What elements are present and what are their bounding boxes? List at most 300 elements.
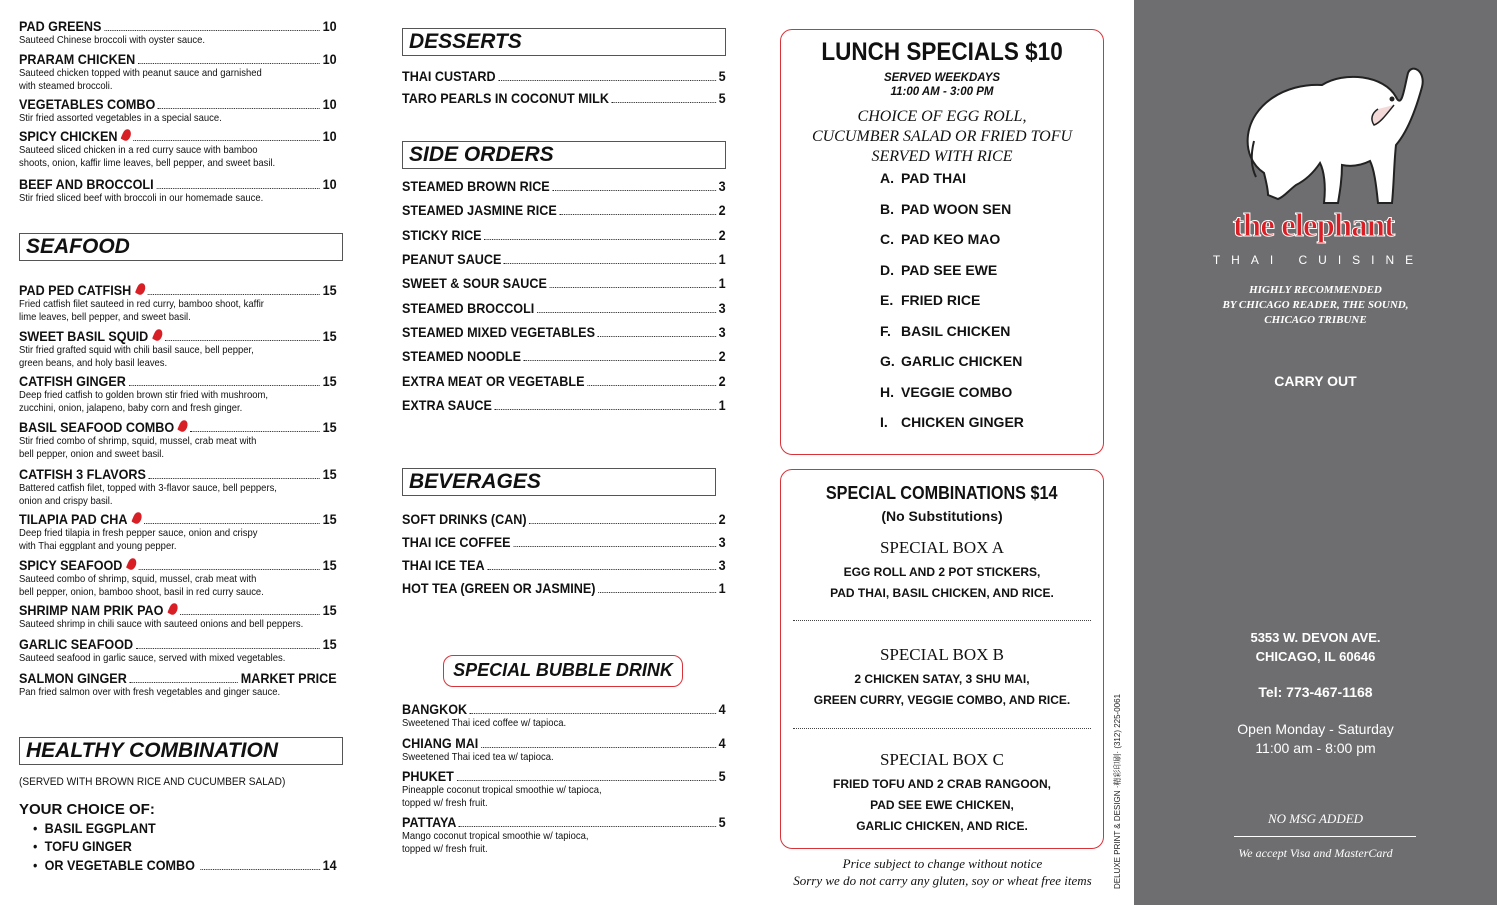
item-price: 15 [322, 511, 337, 527]
item-name: PHUKET [402, 768, 454, 784]
menu-item-row [402, 768, 726, 784]
dot-leader [129, 385, 320, 386]
recommended-line: HIGHLY RECOMMENDED [1249, 284, 1382, 296]
healthy-note: (SERVED WITH BROWN RICE AND CUCUMBER SALAD) [19, 776, 286, 788]
item-description: shoots, onion, kaffir lime leaves, bell pepper, and sweet basil. [19, 157, 276, 169]
item-name: BASIL SEAFOOD COMBO [19, 419, 175, 435]
special-box-title: SPECIAL BOX A [879, 538, 1005, 557]
item-description: lime leaves, bell pepper, and sweet basil. [19, 311, 191, 323]
bubble-heading: SPECIAL BUBBLE DRINK [443, 655, 683, 687]
item-price: 10 [322, 51, 337, 67]
item-description: with steamed broccoli. [19, 80, 113, 92]
menu-item-row [402, 735, 726, 751]
dot-leader [612, 102, 716, 103]
item-price: 15 [322, 602, 337, 618]
item-description: Sauteed chicken topped with peanut sauce and garnished [19, 67, 262, 79]
lunch-letter: D. [880, 261, 894, 278]
menu-item-row [19, 511, 337, 527]
item-price: 10 [322, 176, 337, 192]
dot-leader [180, 614, 320, 615]
dot-leader [529, 523, 716, 524]
item-name: STEAMED BROCCOLI [402, 300, 535, 316]
item-price: 15 [322, 373, 337, 389]
dot-leader [481, 747, 716, 748]
item-price: 1 [718, 251, 726, 267]
item-description: Sauteed seafood in garlic sauce, served with mixed vegetables. [19, 652, 286, 664]
menu-item-row [402, 534, 726, 550]
seafood-heading: SEAFOOD [19, 233, 343, 261]
menu-item-row [19, 176, 337, 192]
elephant-logo-icon [1244, 65, 1429, 215]
menu-item [402, 300, 726, 316]
item-name: STEAMED BROWN RICE [402, 178, 550, 194]
lunch-item [880, 262, 997, 278]
dot-leader [144, 523, 320, 524]
chili-pepper-icon [178, 419, 190, 434]
lunch-letter: A. [880, 170, 894, 186]
menu-item-row [402, 178, 726, 194]
choice-item [33, 820, 337, 836]
chili-pepper-icon [135, 282, 147, 297]
menu-item-row [19, 557, 337, 573]
item-price: 2 [718, 227, 726, 243]
telephone: Tel: 773-467-1168 [1258, 684, 1373, 700]
menu-item [19, 373, 337, 415]
menu-item [402, 701, 726, 730]
menu-item-row [402, 202, 726, 218]
lunch-hours: 11:00 AM - 3:00 PM [890, 86, 994, 98]
bullet: • [33, 820, 38, 836]
lunch-item [880, 384, 1012, 400]
payment-text: We accept Visa and MasterCard [1238, 846, 1393, 860]
dot-leader [552, 190, 716, 191]
item-description: Sauteed combo of shrimp, squid, mussel, crab meat with [19, 573, 257, 585]
menu-item [402, 227, 726, 243]
menu-item [402, 534, 726, 550]
lunch-letter: F. [880, 322, 891, 339]
item-price: 1 [718, 275, 726, 291]
menu-item-row [19, 419, 337, 435]
dot-leader [524, 360, 716, 361]
item-description: Sweetened Thai iced tea w/ tapioca. [402, 751, 554, 763]
item-description: Stir fried sliced beef with broccoli in our homemade sauce. [19, 192, 264, 204]
lunch-letter: E. [880, 292, 894, 308]
item-description: with Thai eggplant and young pepper. [19, 540, 177, 552]
dot-leader [598, 336, 716, 337]
item-description: green beans, and holy basil leaves. [19, 357, 168, 369]
item-description: Mango coconut tropical smoothie w/ tapioca, [402, 830, 589, 842]
item-name: CHIANG MAI [402, 735, 479, 751]
dot-leader [550, 287, 716, 288]
special-box-line: EGG ROLL AND 2 POT STICKERS, [843, 565, 1041, 579]
logo-text: the elephant [1232, 208, 1395, 244]
lunch-choice-line: CUCUMBER SALAD OR FRIED TOFU [811, 128, 1073, 145]
dot-leader [136, 648, 320, 649]
menu-item-row [402, 90, 726, 106]
chili-pepper-icon [167, 602, 179, 617]
item-name: HOT TEA (GREEN OR JASMINE) [402, 580, 596, 596]
dot-leader [190, 431, 320, 432]
dot-leader [537, 312, 716, 313]
item-price: 15 [322, 466, 337, 482]
recommended-line: BY CHICAGO READER, THE SOUND, [1222, 299, 1409, 311]
item-price: 1 [718, 580, 726, 596]
menu-item-row [19, 328, 337, 344]
dot-leader [147, 294, 320, 295]
panel-divider [1234, 836, 1416, 837]
menu-item [19, 282, 337, 324]
item-price: MARKET PRICE [240, 670, 337, 686]
menu-item-row [402, 814, 726, 830]
choice-label: YOUR CHOICE OF: [19, 801, 155, 818]
cuisine-text: THAI CUISINE [1212, 253, 1425, 267]
item-description: onion and crispy basil. [19, 495, 113, 507]
choice-item [33, 857, 337, 873]
item-price: 3 [718, 557, 726, 573]
item-name: CATFISH GINGER [19, 373, 126, 389]
lunch-choice-line: SERVED WITH RICE [871, 148, 1013, 165]
special-box-line: 2 CHICKEN SATAY, 3 SHU MAI, [854, 672, 1030, 686]
item-price: 2 [718, 202, 726, 218]
item-price: 3 [718, 178, 726, 194]
lunch-letter: C. [880, 231, 894, 247]
item-name: BANGKOK [402, 701, 468, 717]
lunch-choice-text [781, 107, 1103, 167]
address-line-1: 5353 W. DEVON AVE. [1250, 630, 1381, 645]
lunch-item [880, 292, 980, 308]
item-name: THAI ICE COFFEE [402, 534, 511, 550]
item-name: VEGETABLES COMBO [19, 96, 156, 112]
combo-title: SPECIAL COMBINATIONS $14 [826, 483, 1058, 503]
item-name: TILAPIA PAD CHA [19, 511, 128, 527]
item-price: 3 [718, 534, 726, 550]
recommended-text [1134, 283, 1497, 328]
item-description: Pineapple coconut tropical smoothie w/ tapioca, [402, 784, 602, 796]
chili-pepper-icon [126, 557, 138, 572]
no-msg-text: NO MSG ADDED [1267, 811, 1364, 826]
item-name: SOFT DRINKS (CAN) [402, 511, 527, 527]
item-description: Sweetened Thai iced coffee w/ tapioca. [402, 717, 567, 729]
item-description: Sauteed sliced chicken in a red curry sauce with bamboo [19, 144, 258, 156]
menu-item [402, 557, 726, 573]
item-price: 10 [322, 18, 337, 34]
menu-item [402, 90, 726, 106]
beverages-heading: BEVERAGES [402, 468, 716, 496]
item-name: STEAMED JASMINE RICE [402, 202, 557, 218]
dot-leader [459, 826, 716, 827]
menu-item [402, 178, 726, 194]
item-price: 15 [322, 328, 337, 344]
item-description: Deep fried catfish to golden brown stir fried with mushroom, [19, 389, 268, 401]
menu-item-row [19, 636, 337, 652]
dot-leader [134, 140, 320, 141]
choice-name: OR VEGETABLE COMBO [44, 857, 195, 873]
item-price: 5 [718, 814, 726, 830]
combo-note: (No Substitutions) [881, 508, 1003, 524]
item-name: SHRIMP NAM PRIK PAO [19, 602, 164, 618]
item-name: STEAMED MIXED VEGETABLES [402, 324, 595, 340]
lunch-item [880, 353, 1022, 369]
item-name: SPICY CHICKEN [19, 128, 118, 144]
item-description: Pan fried salmon over with fresh vegetables and ginger sauce. [19, 686, 281, 698]
menu-item-row [402, 557, 726, 573]
menu-item [402, 348, 726, 364]
dot-leader [149, 478, 320, 479]
choice-name: TOFU GINGER [44, 838, 132, 854]
desserts-heading: DESSERTS [402, 28, 726, 56]
carry-out-text: CARRY OUT [1274, 373, 1357, 389]
menu-item [402, 814, 726, 856]
bullet: • [33, 838, 38, 854]
menu-item [19, 636, 337, 665]
menu-item-row [402, 68, 726, 84]
dot-leader [138, 63, 320, 64]
lunch-name: VEGGIE COMBO [901, 383, 1013, 400]
menu-item-row [19, 602, 337, 618]
dot-leader [495, 409, 716, 410]
dot-leader [504, 263, 716, 264]
menu-item-row [19, 373, 337, 389]
choice-row [33, 857, 337, 873]
lunch-name: PAD WOON SEN [901, 200, 1012, 217]
item-description: Sauteed Chinese broccoli with oyster sauce. [19, 34, 205, 46]
item-description: topped w/ fresh fruit. [402, 843, 488, 855]
choice-item [33, 838, 337, 854]
item-price: 15 [322, 557, 337, 573]
special-box-line: GREEN CURRY, VEGGIE COMBO, AND RICE. [813, 693, 1071, 707]
chili-pepper-icon [131, 511, 143, 526]
dot-leader [139, 569, 320, 570]
lunch-name: PAD SEE EWE [901, 261, 998, 278]
item-price: 4 [718, 701, 726, 717]
chili-pepper-icon [152, 328, 164, 343]
lunch-choice-line: CHOICE OF EGG ROLL, [857, 108, 1027, 125]
item-description: bell pepper, onion, bamboo shoot, basil in red curry sauce. [19, 586, 264, 598]
item-description: Sauteed shrimp in chili sauce with sauteed onions and bell peppers. [19, 618, 304, 630]
special-box-line: GARLIC CHICKEN, AND RICE. [856, 819, 1028, 833]
item-price: 3 [718, 300, 726, 316]
item-description: Stir fried grafted squid with chili basil sauce, bell pepper, [19, 344, 254, 356]
item-description: topped w/ fresh fruit. [402, 797, 488, 809]
dot-leader [470, 713, 716, 714]
item-description: bell pepper, onion and sweet basil. [19, 448, 165, 460]
lunch-letter: H. [880, 383, 894, 400]
item-name: STEAMED NOODLE [402, 348, 522, 364]
lunch-item [880, 201, 1011, 217]
dot-leader [559, 214, 716, 215]
address-line-2: CHICAGO, IL 60646 [1255, 649, 1376, 664]
item-name: SALMON GINGER [19, 670, 127, 686]
box-divider [793, 620, 1091, 621]
menu-item [19, 511, 337, 553]
item-description: Battered catfish filet, topped with 3-flavor sauce, bell peppers, [19, 482, 277, 494]
item-price: 3 [718, 324, 726, 340]
item-name: PEANUT SAUCE [402, 251, 502, 267]
lunch-name: FRIED RICE [901, 292, 981, 308]
item-price: 2 [718, 348, 726, 364]
menu-item-row [402, 227, 726, 243]
recommended-line: CHICAGO TRIBUNE [1264, 314, 1367, 326]
menu-item-row [402, 300, 726, 316]
item-price: 15 [322, 636, 337, 652]
sides-heading: SIDE ORDERS [402, 141, 726, 169]
dot-leader [200, 869, 320, 870]
lunch-letter: G. [880, 353, 895, 369]
menu-item [19, 670, 337, 699]
item-price: 4 [718, 735, 726, 751]
item-price: 5 [718, 90, 726, 106]
item-name: SPICY SEAFOOD [19, 557, 123, 573]
cover-panel [1134, 0, 1497, 905]
choice-row [33, 838, 337, 854]
dot-leader [587, 385, 716, 386]
menu-item-row [402, 251, 726, 267]
menu-item [402, 373, 726, 389]
menu-item [402, 580, 726, 596]
item-name: TARO PEARLS IN COCONUT MILK [402, 90, 609, 106]
item-description: zucchini, onion, jalapeno, baby corn and fresh ginger. [19, 402, 243, 414]
menu-item-row [19, 96, 337, 112]
menu-item-row [402, 275, 726, 291]
item-name: PATTAYA [402, 814, 457, 830]
menu-item-row [19, 466, 337, 482]
menu-item [19, 466, 337, 508]
lunch-specials-box [780, 29, 1104, 455]
special-combinations-box [780, 469, 1104, 849]
item-price: 5 [718, 68, 726, 84]
open-hours: 11:00 am - 8:00 pm [1255, 740, 1376, 756]
choice-name: BASIL EGGPLANT [44, 820, 156, 836]
item-name: EXTRA SAUCE [402, 397, 492, 413]
item-name: THAI CUSTARD [402, 68, 496, 84]
menu-item [402, 251, 726, 267]
menu-item [402, 735, 726, 764]
menu-item-row [402, 324, 726, 340]
item-name: PAD GREENS [19, 18, 102, 34]
menu-item [402, 511, 726, 527]
menu-item-row [19, 18, 337, 34]
bullet: • [33, 857, 38, 873]
dot-leader [104, 30, 320, 31]
item-price: 10 [322, 128, 337, 144]
lunch-letter: B. [880, 200, 894, 217]
lunch-item [880, 170, 966, 186]
item-description: Fried catfish filet sauteed in red curry, bamboo shoot, kaffir [19, 298, 264, 310]
item-description: Stir fried combo of shrimp, squid, mussel, crab meat with [19, 435, 257, 447]
dot-leader [457, 780, 716, 781]
dot-leader [598, 592, 716, 593]
special-box-line: FRIED TOFU AND 2 CRAB RANGOON, [832, 777, 1051, 791]
printer-credit: DELUXE PRINT & DESIGN ·精彩印刷· (312) 225-0061 [1113, 693, 1122, 889]
choice-price: 14 [322, 857, 337, 873]
menu-item-row [402, 348, 726, 364]
healthy-heading: HEALTHY COMBINATION [19, 737, 343, 765]
dot-leader [513, 546, 716, 547]
special-box-line: PAD SEE EWE CHICKEN, [870, 798, 1014, 812]
menu-item [402, 768, 726, 810]
item-price: 5 [718, 768, 726, 784]
menu-item [19, 18, 337, 47]
dot-leader [164, 340, 319, 341]
dot-leader [130, 682, 239, 683]
item-name: SWEET BASIL SQUID [19, 328, 149, 344]
item-name: EXTRA MEAT OR VEGETABLE [402, 373, 585, 389]
dot-leader [158, 108, 320, 109]
item-name: PAD PED CATFISH [19, 282, 132, 298]
menu-item-row [19, 670, 337, 686]
item-price: 15 [322, 419, 337, 435]
lunch-name: CHICKEN GINGER [901, 414, 1024, 430]
menu-item [19, 51, 337, 93]
lunch-item [880, 231, 1000, 247]
menu-item [19, 419, 337, 461]
lunch-name: GARLIC CHICKEN [901, 353, 1023, 369]
lunch-name: PAD THAI [901, 170, 967, 186]
lunch-name: PAD KEO MAO [901, 231, 1001, 247]
menu-item [402, 397, 726, 413]
menu-item [402, 275, 726, 291]
menu-item-row [402, 373, 726, 389]
choice-row [33, 820, 337, 836]
item-name: THAI ICE TEA [402, 557, 485, 573]
item-price: 2 [718, 511, 726, 527]
menu-item [19, 602, 337, 631]
dot-leader [484, 239, 716, 240]
price-notice: Price subject to change without notice [842, 856, 1043, 871]
chili-pepper-icon [121, 128, 133, 143]
lunch-served: SERVED WEEKDAYS [883, 72, 1001, 84]
menu-item [19, 96, 337, 125]
menu-item-row [402, 397, 726, 413]
item-name: STICKY RICE [402, 227, 482, 243]
menu-item [402, 68, 726, 84]
item-name: BEEF AND BROCCOLI [19, 176, 154, 192]
item-description: Stir fried assorted vegetables in a special sauce. [19, 112, 222, 124]
menu-item-row [402, 701, 726, 717]
item-name: GARLIC SEAFOOD [19, 636, 134, 652]
item-name: SWEET & SOUR SAUCE [402, 275, 547, 291]
special-box-title: SPECIAL BOX B [879, 645, 1005, 664]
menu-item [19, 176, 337, 205]
lunch-item [880, 323, 1010, 339]
menu-item [19, 128, 337, 170]
dot-leader [156, 188, 320, 189]
menu-item [402, 324, 726, 340]
box-divider [793, 728, 1091, 729]
item-price: 10 [322, 96, 337, 112]
lunch-item [880, 414, 1024, 430]
menu-item-row [19, 128, 337, 144]
item-price: 1 [718, 397, 726, 413]
gluten-notice: Sorry we do not carry any gluten, soy or wheat free items [793, 873, 1092, 888]
menu-item-row [402, 511, 726, 527]
menu-item [19, 557, 337, 599]
lunch-name: BASIL CHICKEN [901, 322, 1011, 339]
special-box-title: SPECIAL BOX C [879, 750, 1005, 769]
dot-leader [498, 80, 716, 81]
menu-item-row [19, 51, 337, 67]
menu-item [402, 202, 726, 218]
item-description: Deep fried tilapia in fresh pepper sauce, onion and crispy [19, 527, 258, 539]
item-price: 15 [322, 282, 337, 298]
menu-item [19, 328, 337, 370]
lunch-letter: I. [880, 414, 888, 430]
item-name: CATFISH 3 FLAVORS [19, 466, 146, 482]
open-days: Open Monday - Saturday [1237, 721, 1394, 737]
lunch-title: LUNCH SPECIALS $10 [821, 38, 1063, 66]
special-box-line: PAD THAI, BASIL CHICKEN, AND RICE. [830, 586, 1054, 600]
item-price: 2 [718, 373, 726, 389]
